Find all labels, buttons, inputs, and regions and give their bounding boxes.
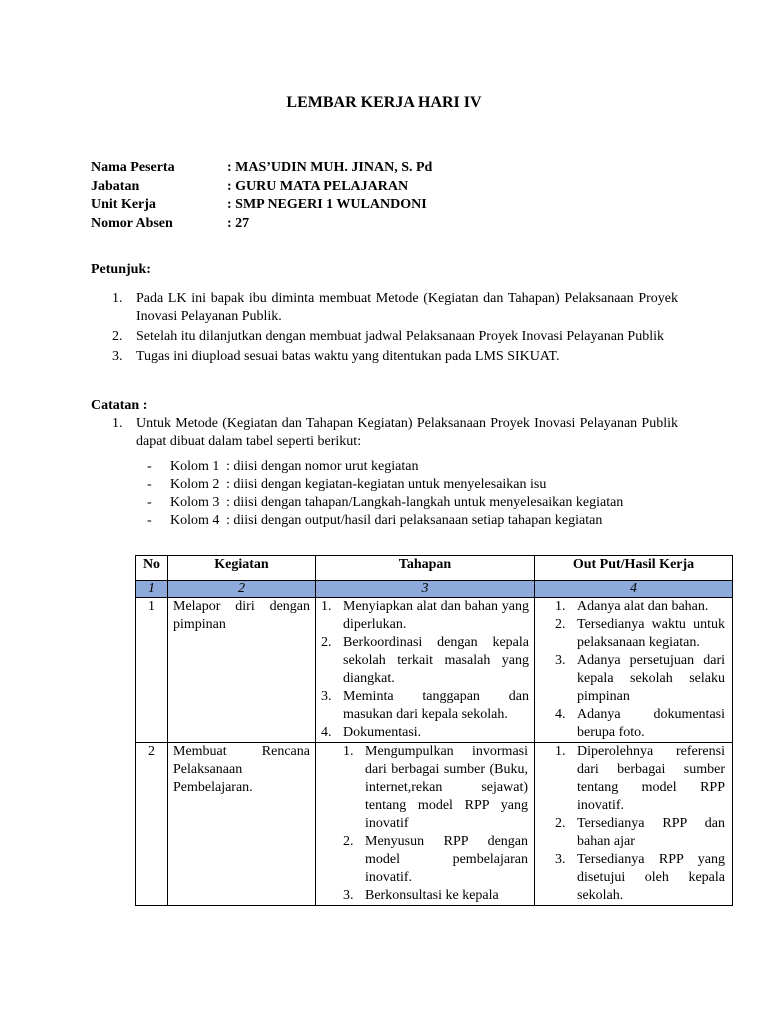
list-number: 2. <box>555 816 566 831</box>
list-item <box>319 833 528 887</box>
list-text: Adanya dokumentasi berupa foto. <box>577 707 725 740</box>
dash-bullet: - <box>147 495 152 510</box>
list-item <box>553 851 725 905</box>
column-number-row <box>136 581 733 598</box>
catatan-heading: Catatan : <box>91 398 148 413</box>
tahapan-list <box>319 598 529 742</box>
dash-bullet: - <box>147 513 152 528</box>
work-table <box>135 555 733 906</box>
info-value: : 27 <box>227 215 250 231</box>
header-kegiatan: Kegiatan <box>168 556 316 581</box>
info-value: : MAS’UDIN MUH. JINAN, S. Pd <box>227 160 433 175</box>
list-number: 4. <box>555 707 566 722</box>
list-item <box>319 743 528 833</box>
list-number: 3. <box>343 888 354 903</box>
info-row-unit-kerja <box>91 196 691 215</box>
column-description: : diisi dengan kegiatan-kegiatan untuk menyelesaikan isu <box>226 477 547 492</box>
list-number: 2. <box>112 329 123 344</box>
list-item <box>319 724 529 742</box>
dash-bullet: - <box>147 477 152 492</box>
column-name: Kolom 2 <box>170 477 220 492</box>
list-item <box>91 512 623 530</box>
column-number: 2 <box>168 581 316 598</box>
cell-output <box>535 598 733 743</box>
list-number: 3. <box>555 653 566 668</box>
list-number: 1. <box>343 744 354 759</box>
list-item <box>91 348 678 366</box>
list-text: Menyusun RPP dengan model pembelajaran inovatif. <box>365 834 528 885</box>
list-number: 2. <box>555 617 566 632</box>
list-text: Berkonsultasi ke kepala <box>365 888 499 903</box>
list-text: Tersedianya RPP yang disetujui oleh kepala sekolah. <box>577 852 725 903</box>
list-number: 1. <box>321 599 332 614</box>
list-item <box>553 815 725 851</box>
list-number: 1. <box>112 291 123 306</box>
info-value: : GURU MATA PELAJARAN <box>227 178 409 194</box>
column-description-list <box>91 458 623 530</box>
list-text: Tersedianya waktu untuk pelaksanaan kegiatan. <box>577 617 725 650</box>
dash-bullet: - <box>147 459 152 474</box>
column-description: : diisi dengan nomor urut kegiatan <box>226 459 419 474</box>
column-description: : diisi dengan output/hasil dari pelaksanaan setiap tahapan kegiatan <box>226 513 603 528</box>
info-label: Nomor Absen <box>91 215 173 231</box>
header-output: Out Put/Hasil Kerja <box>535 556 733 581</box>
output-list <box>553 598 725 742</box>
list-item <box>553 706 725 742</box>
list-number: 3. <box>112 349 123 364</box>
list-number: 2. <box>321 635 332 650</box>
catatan-list <box>91 415 678 451</box>
list-item <box>91 328 678 346</box>
list-text: Adanya alat dan bahan. <box>577 599 709 614</box>
column-name: Kolom 1 <box>170 459 220 474</box>
column-number: 3 <box>316 581 535 598</box>
info-row-jabatan <box>91 178 691 197</box>
info-value: : SMP NEGERI 1 WULANDONI <box>227 197 427 212</box>
list-text: Menyiapkan alat dan bahan yang diperlukan. <box>343 599 529 632</box>
list-number: 3. <box>555 852 566 867</box>
list-text: Setelah itu dilanjutkan dengan membuat jadwal Pelaksanaan Proyek Inovasi Pelayanan Publik <box>136 329 664 344</box>
table-row <box>136 598 733 743</box>
info-label: Nama Peserta <box>91 160 175 175</box>
cell-tahapan <box>316 743 535 906</box>
list-text: Tugas ini diupload sesuai batas waktu yang ditentukan pada LMS SIKUAT. <box>136 349 560 364</box>
cell-no: 1 <box>136 598 168 743</box>
info-label: Jabatan <box>91 178 140 194</box>
cell-tahapan <box>316 598 535 743</box>
list-item <box>91 458 623 476</box>
petunjuk-heading: Petunjuk: <box>91 262 151 277</box>
header-no: No <box>136 556 168 581</box>
petunjuk-list <box>91 290 678 366</box>
list-text: Diperolehnya referensi dari berbagai sumber tentang model RPP inovatif. <box>577 744 725 813</box>
list-item <box>319 688 529 724</box>
info-label: Unit Kerja <box>91 197 156 212</box>
list-text: Mengumpulkan invormasi dari berbagai sumber (Buku, internet,rekan sejawat) tentang model RPP yang inovatif <box>365 744 528 831</box>
list-item <box>319 887 528 905</box>
output-list <box>553 743 725 905</box>
list-item <box>319 634 529 688</box>
list-item <box>553 652 725 706</box>
list-text: Untuk Metode (Kegiatan dan Tahapan Kegiatan) Pelaksanaan Proyek Inovasi Pelayanan Publik dapat dibuat dalam tabel seperti berikut: <box>136 416 678 449</box>
list-text: Meminta tanggapan dan masukan dari kepala sekolah. <box>343 689 529 722</box>
list-item <box>553 598 725 616</box>
column-number: 1 <box>136 581 168 598</box>
list-item <box>319 598 529 634</box>
list-number: 3. <box>321 689 332 704</box>
participant-info <box>91 159 691 233</box>
cell-kegiatan: Melapor diri dengan pimpinan <box>168 598 316 743</box>
tahapan-list <box>319 743 528 905</box>
list-number: 4. <box>321 725 332 740</box>
list-item <box>553 743 725 815</box>
list-text: Tersedianya RPP dan bahan ajar <box>577 816 725 849</box>
list-text: Adanya persetujuan dari kepala sekolah selaku pimpinan <box>577 653 725 704</box>
list-item <box>91 476 623 494</box>
table-header-row <box>136 556 733 581</box>
column-name: Kolom 3 <box>170 495 220 510</box>
list-number: 2. <box>343 834 354 849</box>
cell-kegiatan: Membuat Rencana Pelaksanaan Pembelajaran. <box>168 743 316 906</box>
cell-no: 2 <box>136 743 168 906</box>
info-row-nama <box>91 159 691 178</box>
table-row <box>136 743 733 906</box>
list-item <box>91 290 678 326</box>
list-item <box>91 494 623 512</box>
column-name: Kolom 4 <box>170 513 220 528</box>
column-description: : diisi dengan tahapan/Langkah-langkah untuk menyelesaikan kegiatan <box>226 495 624 510</box>
list-item <box>91 415 678 451</box>
info-row-nomor-absen <box>91 215 691 234</box>
list-item <box>553 616 725 652</box>
list-text: Dokumentasi. <box>343 725 422 740</box>
header-tahapan: Tahapan <box>316 556 535 581</box>
cell-output <box>535 743 733 906</box>
column-number: 4 <box>535 581 733 598</box>
list-text: Berkoordinasi dengan kepala sekolah terkait masalah yang diangkat. <box>343 635 529 686</box>
list-number: 1. <box>555 744 566 759</box>
list-text: Pada LK ini bapak ibu diminta membuat Metode (Kegiatan dan Tahapan) Pelaksanaan Proyek Inovasi Pelayanan Publik. <box>136 291 678 324</box>
list-number: 1. <box>112 416 123 431</box>
page-title: LEMBAR KERJA HARI IV <box>286 94 482 111</box>
list-number: 1. <box>555 599 566 614</box>
